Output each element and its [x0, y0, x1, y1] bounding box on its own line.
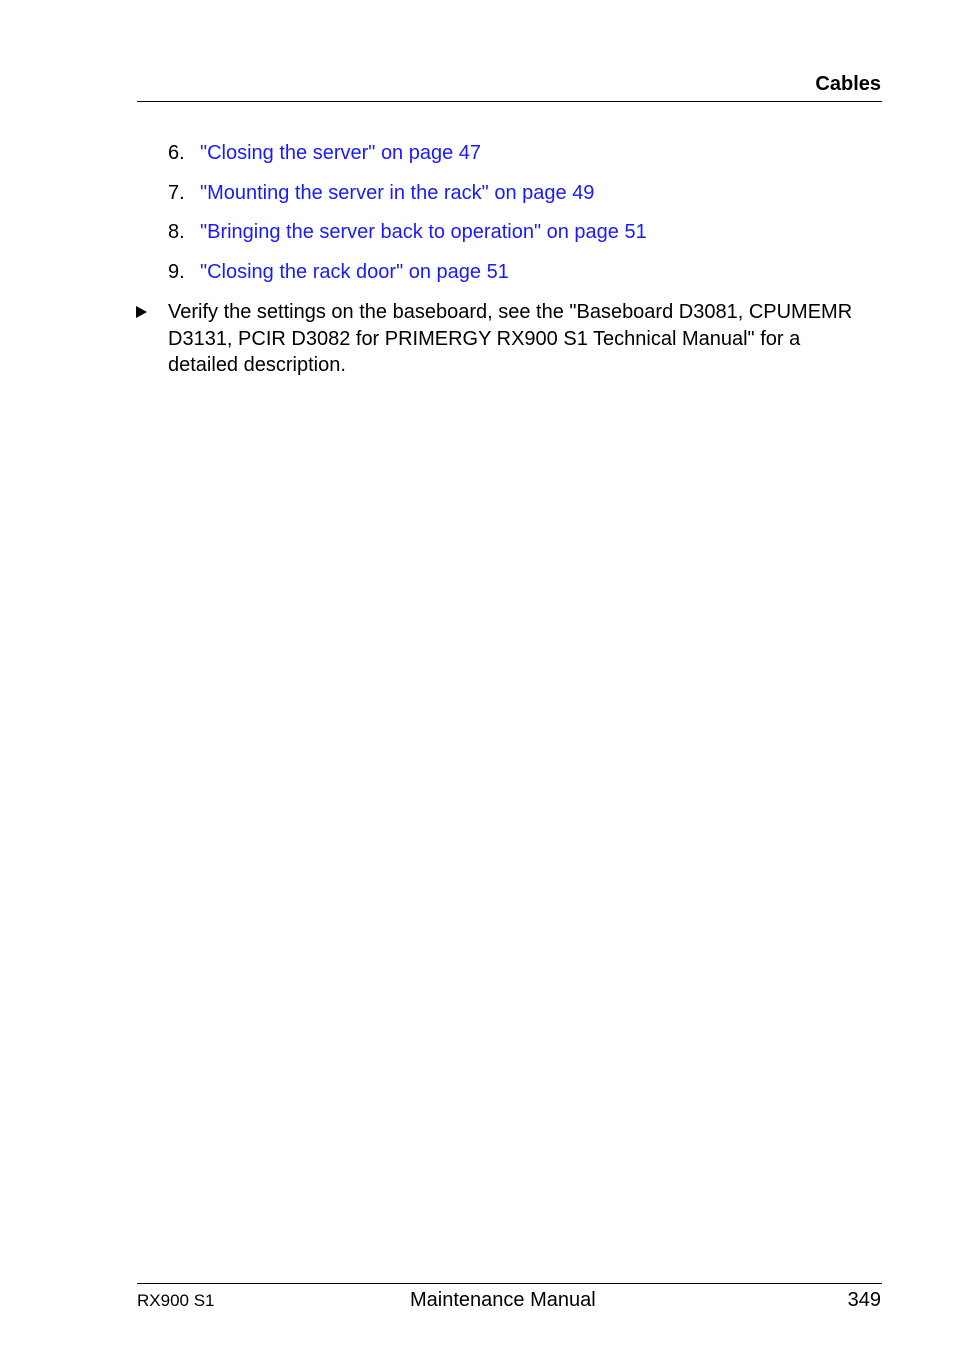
step-number: 7.	[168, 181, 185, 204]
step-item	[168, 219, 647, 259]
step-number: 6.	[168, 142, 185, 164]
step-list	[168, 140, 647, 299]
step-link-mounting-server[interactable]: "Mounting the server in the rack" on page 49	[200, 181, 595, 204]
section-title: Cables	[815, 73, 881, 95]
step-link-bringing-server-back[interactable]: "Bringing the server back to operation" on page 51	[200, 221, 647, 244]
instruction-paragraph	[136, 299, 856, 379]
header-divider	[137, 101, 882, 102]
step-number: 8.	[168, 221, 185, 244]
footer-divider	[137, 1283, 882, 1284]
footer-model: RX900 S1	[137, 1291, 215, 1310]
step-number: 9.	[168, 261, 185, 284]
step-item	[168, 259, 647, 299]
step-item	[168, 140, 647, 180]
step-item	[168, 180, 647, 220]
step-link-closing-server[interactable]: "Closing the server" on page 47	[200, 142, 482, 164]
step-link-closing-rack-door[interactable]: "Closing the rack door" on page 51	[200, 261, 509, 284]
instruction-text: Verify the settings on the baseboard, see the "Baseboard D3081, CPUMEMR D3131, PCIR D3082 for PRIMERGY RX900 S1 Technical Manual" for a detailed description.	[168, 301, 853, 376]
triangle-bullet-icon	[136, 306, 147, 318]
page-number: 349	[847, 1289, 881, 1311]
footer-manual-title: Maintenance Manual	[410, 1289, 596, 1311]
